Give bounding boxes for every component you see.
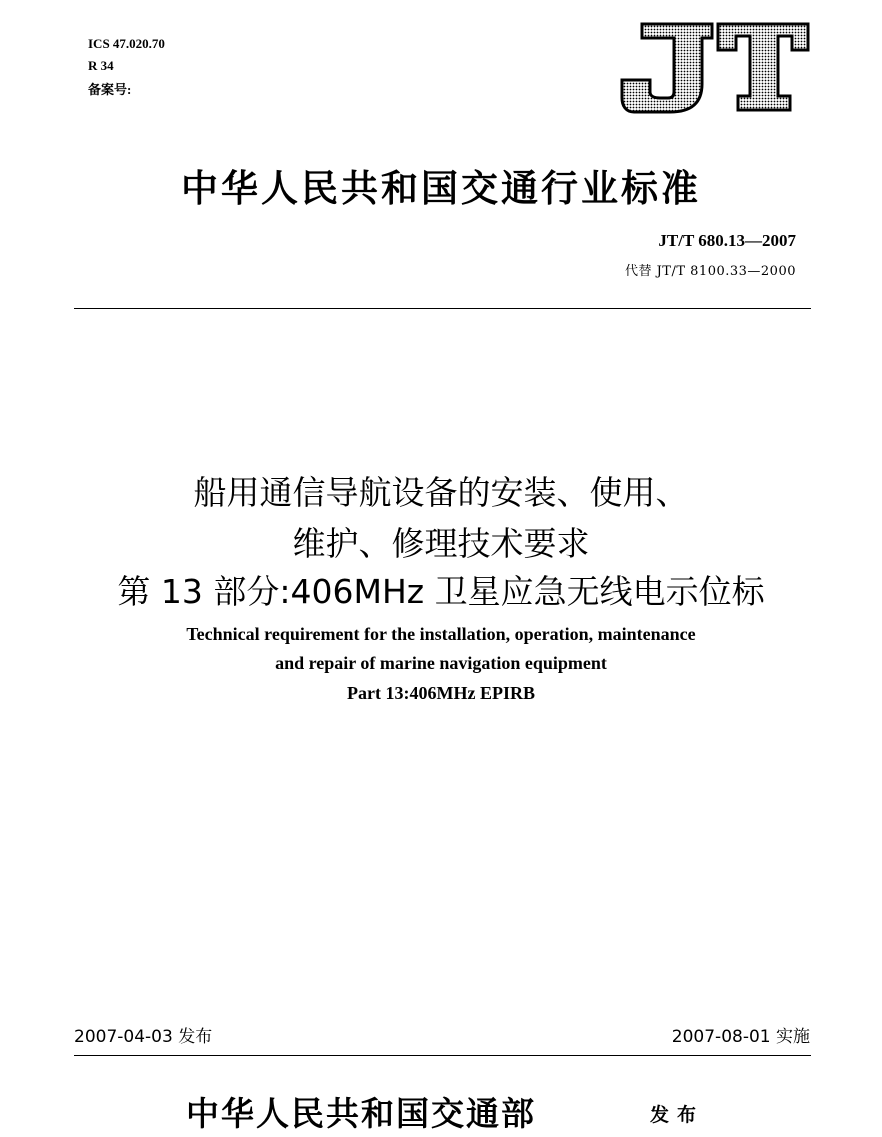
record-number-label: 备案号:: [88, 82, 132, 97]
standard-number: JT/T 680.13—2007: [658, 231, 796, 250]
jt-logo: [620, 22, 810, 114]
title-cn-line-2: 维护、修理技术要求: [292, 524, 590, 563]
ics-code: ICS 47.020.70: [88, 36, 165, 51]
title-en-line-1: Technical requirement for the installation, operation, maintenance: [186, 624, 696, 644]
publish-label: 发布: [650, 1104, 705, 1126]
issuing-authority: 中华人民共和国交通部: [186, 1094, 536, 1133]
footer-divider: [74, 1055, 811, 1056]
document-title: 中华人民共和国交通行业标准: [181, 166, 701, 210]
header-divider: [74, 308, 811, 309]
implementation-date: 2007-08-01 实施: [671, 1027, 810, 1047]
title-en-line-3: Part 13:406MHz EPIRB: [347, 683, 535, 703]
issue-date: 2007-04-03 发布: [74, 1027, 213, 1047]
replaces-standard: 代替 JT/T 8100.33—2000: [624, 264, 796, 279]
title-en-line-2: and repair of marine navigation equipment: [275, 653, 607, 673]
title-cn-line-3: 第 13 部分:406MHz 卫星应急无线电示位标: [117, 572, 765, 611]
title-cn-line-1: 船用通信导航设备的安装、使用、: [193, 473, 689, 512]
classification-code: R 34: [88, 58, 114, 73]
